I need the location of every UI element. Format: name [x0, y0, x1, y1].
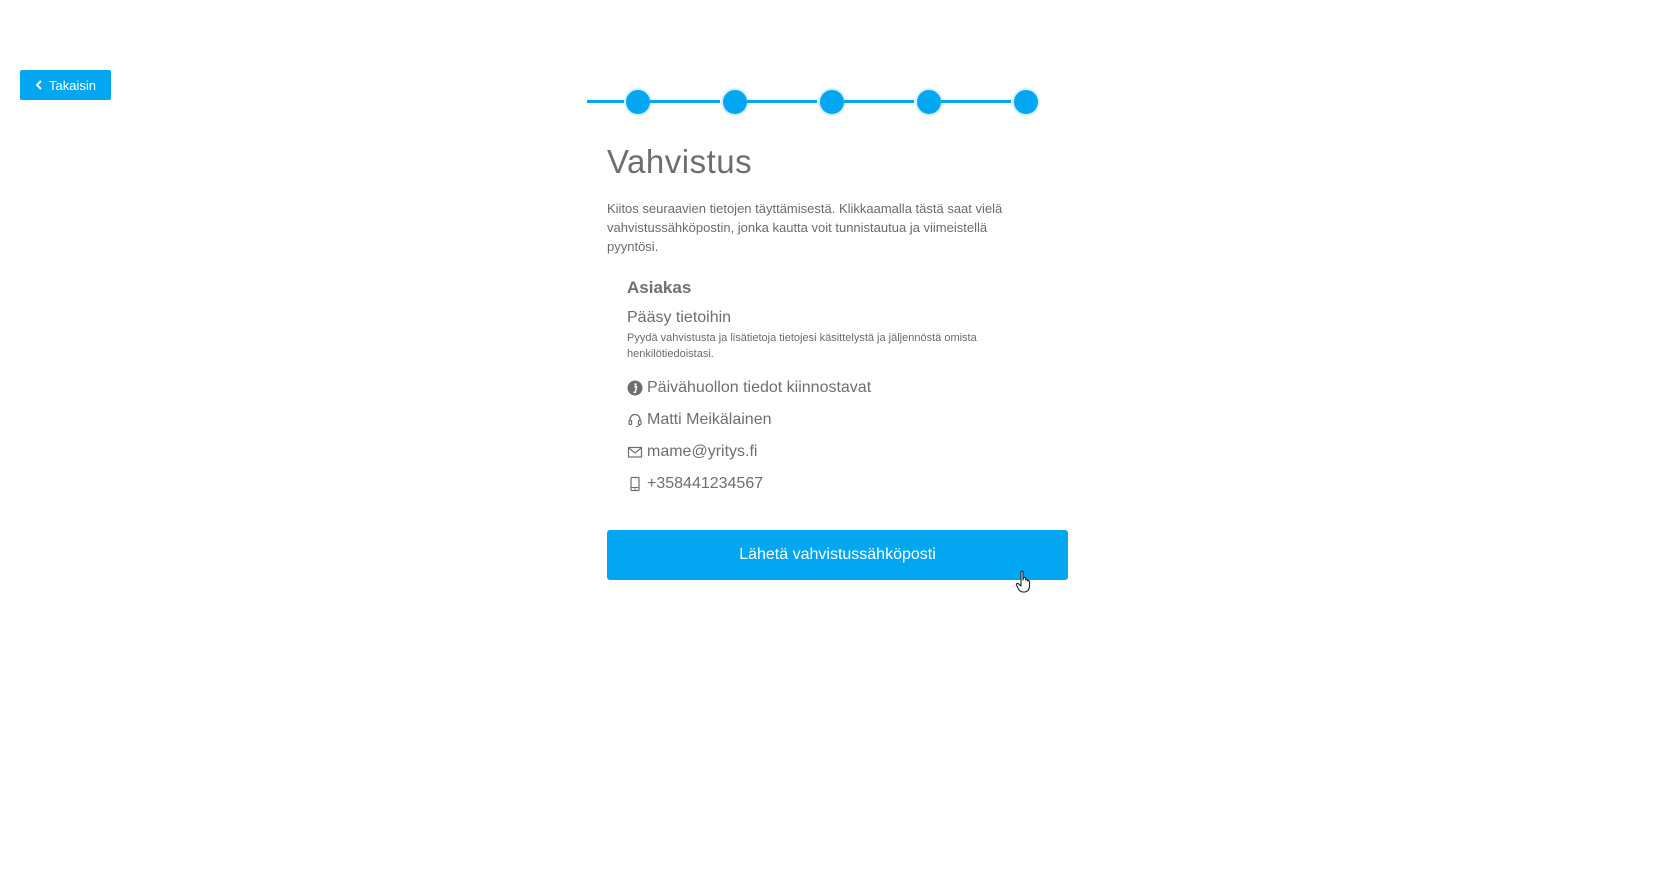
summary-email: mame@yritys.fi: [647, 443, 758, 460]
chevron-left-icon: [35, 80, 43, 90]
stepper-line: [587, 100, 627, 103]
step-1: [624, 88, 652, 116]
summary-row-phone: [627, 468, 1073, 500]
headset-icon: [627, 412, 643, 428]
info-icon: [627, 380, 643, 396]
summary-name: Matti Meikälainen: [647, 411, 772, 428]
summary-row-topic: [627, 372, 1073, 404]
step-3: [818, 88, 846, 116]
back-button[interactable]: [20, 70, 111, 100]
step-4: [915, 88, 943, 116]
summary-row-email: [627, 436, 1073, 468]
intro-text: Kiitos seuraavien tietojen täyttämisestä. Klikkaamalla tästä saat vielä vahvistussähköpostin, jonka kautta voit tunnistautua ja viimeistellä pyyntösi.: [607, 201, 1003, 254]
send-button-label: Lähetä vahvistussähköposti: [739, 546, 936, 563]
stepper-line: [941, 100, 1011, 103]
hand-cursor-icon: [1015, 570, 1033, 594]
section-title: Asiakas: [627, 278, 692, 297]
page-title: Vahvistus: [607, 143, 753, 180]
stepper-line: [650, 100, 720, 103]
stepper-line: [844, 100, 914, 103]
service-description: Pyydä vahvistusta ja lisätietoja tietojesi käsittelystä ja jäljennöstä omista henkilötiedoistasi.: [627, 332, 977, 360]
summary-topic: Päivähuollon tiedot kiinnostavat: [647, 379, 872, 396]
send-confirmation-email-button[interactable]: [607, 530, 1068, 580]
back-button-label: Takaisin: [49, 77, 96, 93]
customer-summary: [627, 278, 1073, 500]
mobile-phone-icon: [627, 476, 643, 492]
summary-row-name: [627, 404, 1073, 436]
step-5: [1012, 88, 1040, 116]
confirmation-panel: [607, 143, 1073, 580]
service-name: Pääsy tietoihin: [627, 309, 732, 326]
summary-phone: +358441234567: [647, 475, 764, 492]
step-2: [721, 88, 749, 116]
envelope-icon: [627, 444, 643, 460]
stepper-line: [747, 100, 817, 103]
progress-stepper: [587, 88, 1052, 116]
